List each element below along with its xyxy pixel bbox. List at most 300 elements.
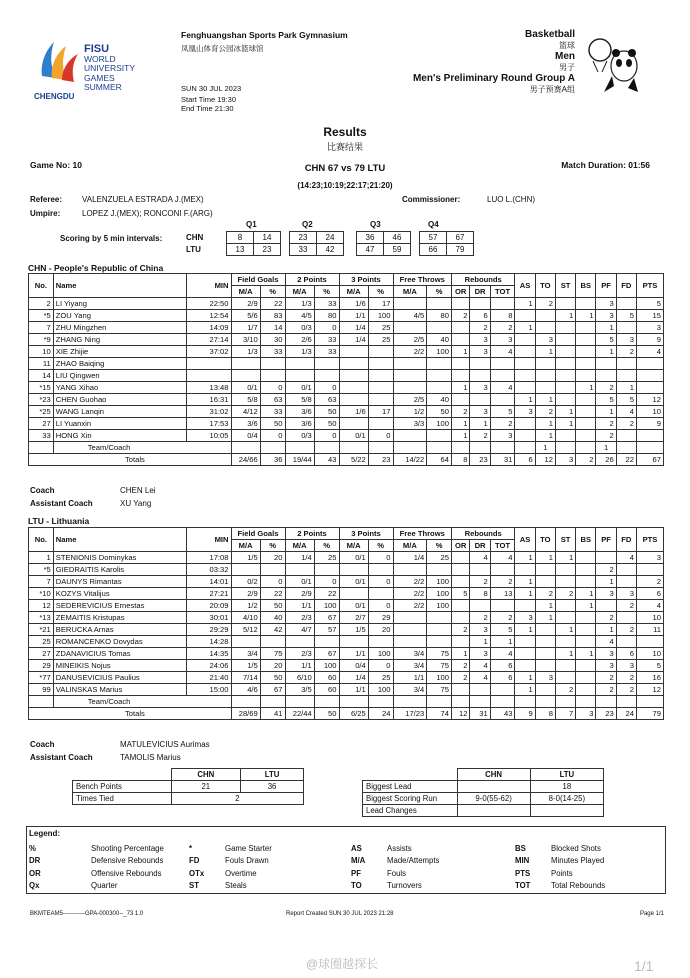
stat-cell — [555, 430, 575, 442]
stat-cell: 21:40 — [186, 672, 231, 684]
stat-cell: 3 — [470, 624, 490, 636]
stat-cell — [231, 358, 260, 370]
stat-cell: 11 — [636, 624, 663, 636]
column-header: TO — [535, 274, 555, 298]
stat-cell: 17:08 — [186, 552, 231, 564]
stat-cell: 3 — [636, 552, 663, 564]
stat-cell — [368, 418, 393, 430]
stat-cell: 67 — [314, 612, 339, 624]
player-row — [29, 430, 664, 442]
stat-cell — [535, 310, 555, 322]
stat-cell — [314, 442, 339, 454]
stat-cell: 1 — [515, 394, 535, 406]
stat-cell — [616, 612, 636, 624]
stat-cell: 17 — [368, 406, 393, 418]
stat-cell: 14:35 — [186, 648, 231, 660]
total-cell: 31 — [490, 454, 515, 466]
stat-cell: 1/4 — [393, 552, 427, 564]
stat-cell: 1 — [515, 624, 535, 636]
total-cell: 3 — [555, 454, 575, 466]
stat-cell: 4/6 — [231, 684, 260, 696]
player-row — [29, 588, 664, 600]
total-cell: 23 — [470, 454, 490, 466]
stat-cell — [368, 442, 393, 454]
stat-cell: 2/9 — [285, 588, 314, 600]
stat-cell — [576, 334, 596, 346]
stat-cell — [470, 370, 490, 382]
stat-cell: 3 — [596, 588, 616, 600]
coach-name: CHEN Lei — [120, 486, 156, 495]
stat-cell — [576, 430, 596, 442]
stat-cell: 14:09 — [186, 322, 231, 334]
quarter-head: Q2 — [302, 220, 313, 229]
stat-cell: 1 — [535, 394, 555, 406]
team-coach-row — [29, 696, 664, 708]
stat-cell: 2 — [535, 298, 555, 310]
stat-cell: 1/4 — [285, 552, 314, 564]
stat-cell: 10 — [636, 612, 663, 624]
stat-cell: 4 — [616, 406, 636, 418]
assistant-coach-label: Assistant Coach — [30, 499, 93, 508]
stat-cell: 1 — [555, 418, 575, 430]
stat-cell — [314, 370, 339, 382]
logo-text-block — [84, 45, 135, 93]
stat-cell — [339, 636, 368, 648]
stat-cell: 11 — [29, 358, 54, 370]
stat-cell: 8 — [490, 310, 515, 322]
total-cell: 19/44 — [285, 454, 314, 466]
stat-cell: 4/10 — [231, 612, 260, 624]
column-header: PTS — [636, 274, 663, 298]
stat-cell: 5 — [490, 624, 515, 636]
stat-cell: 5 — [616, 310, 636, 322]
stat-cell: 4 — [490, 552, 515, 564]
summary-label: Biggest Scoring Run — [363, 793, 458, 805]
stat-cell — [616, 636, 636, 648]
stat-cell: 4 — [636, 600, 663, 612]
stat-cell: 0/1 — [285, 382, 314, 394]
stat-cell: 1 — [596, 322, 616, 334]
stat-cell — [535, 624, 555, 636]
player-row — [29, 684, 664, 696]
bench-summary-table — [72, 768, 304, 805]
stat-cell: 1/1 — [339, 684, 368, 696]
stat-cell: 63 — [260, 394, 285, 406]
stat-cell — [452, 636, 470, 648]
stat-cell: 2 — [636, 576, 663, 588]
stat-cell — [452, 552, 470, 564]
stat-cell — [452, 564, 470, 576]
stat-cell — [470, 684, 490, 696]
stat-cell: 1 — [452, 648, 470, 660]
stat-cell: 2 — [596, 612, 616, 624]
stat-cell — [555, 334, 575, 346]
stat-cell: 10 — [636, 648, 663, 660]
player-row — [29, 310, 664, 322]
stat-cell: *10 — [29, 588, 54, 600]
stat-cell — [535, 564, 555, 576]
quarter-cell: 42 — [317, 244, 344, 256]
stat-cell — [339, 358, 368, 370]
stat-cell: 1 — [555, 406, 575, 418]
quarter-head: Q3 — [370, 220, 381, 229]
stat-cell: 50 — [260, 418, 285, 430]
assistant-coach-name: XU Yang — [120, 499, 152, 508]
stat-cell: 4/12 — [231, 406, 260, 418]
stat-cell — [339, 394, 368, 406]
stat-cell: 2/9 — [231, 588, 260, 600]
stat-cell — [616, 442, 636, 454]
legend-desc: Minutes Played — [551, 856, 605, 866]
column-header: 2 Points — [285, 274, 339, 286]
stat-cell — [452, 298, 470, 310]
stat-cell — [576, 406, 596, 418]
stat-cell — [470, 564, 490, 576]
legend-row — [29, 855, 661, 868]
stat-cell: 3 — [616, 334, 636, 346]
stat-cell — [490, 696, 515, 708]
stat-cell: 4 — [490, 648, 515, 660]
stat-cell: 7/14 — [231, 672, 260, 684]
stat-cell — [555, 370, 575, 382]
total-cell: 17/23 — [393, 708, 427, 720]
stat-cell — [470, 394, 490, 406]
stat-cell: 1 — [596, 624, 616, 636]
player-name: MINEIKIS Nojus — [53, 660, 186, 672]
player-name: ZOU Yang — [53, 310, 186, 322]
total-cell: 23 — [368, 454, 393, 466]
stat-cell: 2 — [452, 310, 470, 322]
stat-cell: 33 — [260, 346, 285, 358]
player-name: HONG Xin — [53, 430, 186, 442]
legend-abbr: MIN — [515, 856, 530, 866]
stat-cell: 0/1 — [339, 430, 368, 442]
total-cell: 74 — [427, 708, 452, 720]
stat-cell: 0/4 — [231, 430, 260, 442]
stat-cell: 57 — [314, 624, 339, 636]
stat-cell — [576, 298, 596, 310]
quarter-cell: 59 — [384, 244, 411, 256]
stat-cell: *21 — [29, 624, 54, 636]
stat-cell: 67 — [314, 648, 339, 660]
stat-cell: 0/4 — [339, 660, 368, 672]
stat-cell: 3/6 — [231, 418, 260, 430]
sport-name: Basketball — [524, 29, 575, 40]
results-title: Results — [323, 125, 367, 139]
column-subheader: % — [314, 286, 339, 298]
legend-desc: Shooting Percentage — [91, 843, 164, 853]
stat-cell — [393, 298, 427, 310]
stat-cell: 0/3 — [285, 430, 314, 442]
quarter-cell: 23 — [290, 232, 317, 244]
table-header-row — [29, 274, 664, 286]
stat-cell — [515, 382, 535, 394]
stat-cell — [515, 600, 535, 612]
total-cell: 24/66 — [231, 454, 260, 466]
stat-cell: 1 — [535, 600, 555, 612]
stat-cell — [368, 636, 393, 648]
legend-desc: Overtime — [225, 868, 257, 878]
stat-cell: 3 — [596, 310, 616, 322]
match-duration: Match Duration: 01:56 — [561, 160, 650, 170]
stat-cell — [576, 394, 596, 406]
stat-cell: 1 — [470, 636, 490, 648]
commissioner-label: Commissioner: — [402, 195, 461, 204]
stat-cell: 3/3 — [393, 418, 427, 430]
quarter-team: CHN — [186, 233, 204, 242]
legend-table — [29, 842, 661, 892]
stat-cell — [576, 660, 596, 672]
player-row — [29, 382, 664, 394]
stat-cell: 0 — [260, 430, 285, 442]
stat-cell: 20 — [368, 624, 393, 636]
column-subheader: DR — [470, 540, 490, 552]
stat-cell: 2 — [616, 418, 636, 430]
column-subheader: OR — [452, 540, 470, 552]
stat-cell — [515, 636, 535, 648]
stat-cell — [314, 636, 339, 648]
legend-abbr: Qx — [29, 881, 40, 891]
stat-cell: 20:09 — [186, 600, 231, 612]
totals-row — [29, 708, 664, 720]
stat-cell — [555, 298, 575, 310]
stat-cell: 1 — [515, 298, 535, 310]
umpire-names: LOPEZ J.(MEX); RONCONI F.(ARG) — [82, 209, 213, 218]
column-subheader: M/A — [285, 540, 314, 552]
stat-cell: 100 — [427, 418, 452, 430]
column-header: 3 Points — [339, 528, 393, 540]
stat-cell — [636, 382, 663, 394]
stat-cell: 80 — [314, 310, 339, 322]
stat-cell: 1 — [515, 684, 535, 696]
stat-cell: 3 — [596, 298, 616, 310]
column-header: FD — [616, 528, 636, 552]
total-cell: 79 — [636, 708, 663, 720]
player-name: KOZYS Vitalijus — [53, 588, 186, 600]
stat-cell: 3/4 — [393, 684, 427, 696]
stat-cell: 2 — [452, 660, 470, 672]
legend-abbr: M/A — [351, 856, 366, 866]
legend-desc: Steals — [225, 881, 247, 891]
summary-value: 9-0(55-62) — [457, 793, 530, 805]
stat-cell: 40 — [427, 334, 452, 346]
column-header: AS — [515, 274, 535, 298]
stat-cell: 1 — [535, 442, 555, 454]
stat-cell: 37:02 — [186, 346, 231, 358]
total-cell: 22 — [616, 454, 636, 466]
stat-cell — [285, 564, 314, 576]
legend-abbr: FD — [189, 856, 200, 866]
stat-cell: 15 — [636, 310, 663, 322]
stat-cell: 2 — [490, 576, 515, 588]
event-name-cn: 男子预赛A组 — [529, 85, 575, 94]
stat-cell: 1 — [576, 600, 596, 612]
stat-cell — [596, 696, 616, 708]
player-name: STENIONIS Dominykas — [53, 552, 186, 564]
stat-cell: 5/8 — [285, 394, 314, 406]
stat-cell — [636, 636, 663, 648]
quarter-cell: 23 — [254, 244, 281, 256]
report-created: Report Created SUN 30 JUL 2023 21:28 — [286, 911, 394, 917]
stat-cell: 3 — [596, 648, 616, 660]
total-cell: 12 — [452, 708, 470, 720]
stat-cell: 12 — [636, 394, 663, 406]
page-number: Page 1/1 — [639, 911, 664, 917]
column-header: PTS — [636, 528, 663, 552]
stat-cell — [231, 370, 260, 382]
stat-cell — [515, 370, 535, 382]
stat-cell: 3 — [490, 334, 515, 346]
stat-cell: 2/2 — [393, 600, 427, 612]
stat-cell — [535, 576, 555, 588]
stat-cell: 2 — [596, 418, 616, 430]
stat-cell: 2/3 — [285, 648, 314, 660]
stat-cell: 42 — [260, 624, 285, 636]
stat-cell: 1/2 — [231, 600, 260, 612]
stat-cell: 14:01 — [186, 576, 231, 588]
stat-cell: 24:06 — [186, 660, 231, 672]
player-row — [29, 612, 664, 624]
stat-cell: 1 — [535, 552, 555, 564]
stat-cell: 1 — [535, 430, 555, 442]
legend-desc: Quarter — [91, 881, 118, 891]
stat-cell: 6 — [616, 648, 636, 660]
stat-cell: 100 — [427, 576, 452, 588]
stat-cell: 1/4 — [339, 672, 368, 684]
stat-cell: 2 — [490, 418, 515, 430]
coach-label: Coach — [30, 486, 55, 495]
stat-cell: 4 — [470, 660, 490, 672]
player-row — [29, 346, 664, 358]
stat-cell — [427, 382, 452, 394]
summary-value: 8-0(14-25) — [530, 793, 603, 805]
stat-cell — [470, 442, 490, 454]
stat-cell — [576, 346, 596, 358]
stat-cell — [535, 382, 555, 394]
stat-cell: 2 — [452, 624, 470, 636]
stat-cell — [427, 430, 452, 442]
player-name: LI Yuanxin — [53, 418, 186, 430]
stat-cell: 4/5 — [285, 310, 314, 322]
quarter-cell: 33 — [290, 244, 317, 256]
stat-cell — [452, 334, 470, 346]
player-row — [29, 370, 664, 382]
stat-cell — [314, 358, 339, 370]
stat-cell — [339, 370, 368, 382]
stat-cell: 1/2 — [393, 406, 427, 418]
stat-cell: 1 — [515, 576, 535, 588]
stat-cell: 30:01 — [186, 612, 231, 624]
total-cell: 7 — [555, 708, 575, 720]
referee-label: Referee: — [30, 195, 63, 204]
stat-cell: 20 — [260, 660, 285, 672]
stat-cell: 2 — [452, 672, 470, 684]
player-name: DANUSEVICIUS Paulius — [53, 672, 186, 684]
stat-cell: 0/2 — [231, 576, 260, 588]
stat-cell: 1 — [596, 442, 616, 454]
stat-cell — [393, 442, 427, 454]
stat-cell — [515, 648, 535, 660]
column-header: Name — [53, 274, 186, 298]
column-subheader: M/A — [231, 540, 260, 552]
stat-cell — [576, 612, 596, 624]
stat-cell: 100 — [427, 672, 452, 684]
stat-cell — [636, 358, 663, 370]
stat-cell — [470, 696, 490, 708]
stat-cell: 2 — [596, 684, 616, 696]
total-cell: 43 — [490, 708, 515, 720]
player-name: DAUNYS Rimantas — [53, 576, 186, 588]
stat-cell: 60 — [314, 684, 339, 696]
stat-cell — [368, 358, 393, 370]
total-cell: 67 — [636, 454, 663, 466]
stat-cell — [576, 636, 596, 648]
assistant-coach-label: Assistant Coach — [30, 753, 93, 762]
column-header: 3 Points — [339, 274, 393, 286]
stat-cell — [427, 624, 452, 636]
stat-cell: 75 — [427, 684, 452, 696]
stat-cell: 1 — [576, 382, 596, 394]
player-name: GIEDRAITIS Karolis — [53, 564, 186, 576]
stat-cell — [285, 370, 314, 382]
team-boxscore-table — [28, 273, 664, 466]
commissioner-name: LUO L.(CHN) — [487, 195, 536, 204]
column-subheader: M/A — [393, 540, 427, 552]
stat-cell — [555, 382, 575, 394]
stat-cell — [616, 358, 636, 370]
player-name: ZEMAITIS Kristupas — [53, 612, 186, 624]
stat-cell — [535, 358, 555, 370]
stat-cell: 5/8 — [231, 394, 260, 406]
stat-cell — [576, 358, 596, 370]
stat-cell: 100 — [368, 648, 393, 660]
stat-cell: 0 — [260, 576, 285, 588]
stat-cell: 6 — [636, 588, 663, 600]
column-header: PF — [596, 274, 616, 298]
stat-cell: 1 — [490, 636, 515, 648]
stat-cell: 1 — [452, 430, 470, 442]
stat-cell — [393, 636, 427, 648]
stat-cell — [616, 576, 636, 588]
stat-cell — [339, 588, 368, 600]
stat-cell: 3 — [515, 406, 535, 418]
stat-cell — [452, 322, 470, 334]
stat-cell: 1/5 — [231, 660, 260, 672]
column-header: MIN — [186, 528, 231, 552]
stat-cell — [314, 564, 339, 576]
summary-head: LTU — [241, 769, 304, 781]
stat-cell: 4/7 — [285, 624, 314, 636]
stat-cell: 7 — [29, 576, 54, 588]
stat-cell: 0/1 — [285, 576, 314, 588]
stat-cell: 1 — [576, 310, 596, 322]
stat-cell: 1 — [535, 346, 555, 358]
document-code: BKMTEAM5-----------GPA-000300--_73 1.0 — [30, 911, 144, 917]
stat-cell: 100 — [427, 346, 452, 358]
totals-row — [29, 454, 664, 466]
stat-cell — [260, 358, 285, 370]
stat-cell — [616, 298, 636, 310]
stat-cell — [490, 684, 515, 696]
stat-cell — [452, 576, 470, 588]
legend-row — [29, 867, 661, 880]
stat-cell: 15:00 — [186, 684, 231, 696]
stat-cell — [576, 672, 596, 684]
stat-cell: 1/1 — [339, 310, 368, 322]
stat-cell: 22:50 — [186, 298, 231, 310]
stat-cell — [555, 442, 575, 454]
stat-cell — [393, 696, 427, 708]
